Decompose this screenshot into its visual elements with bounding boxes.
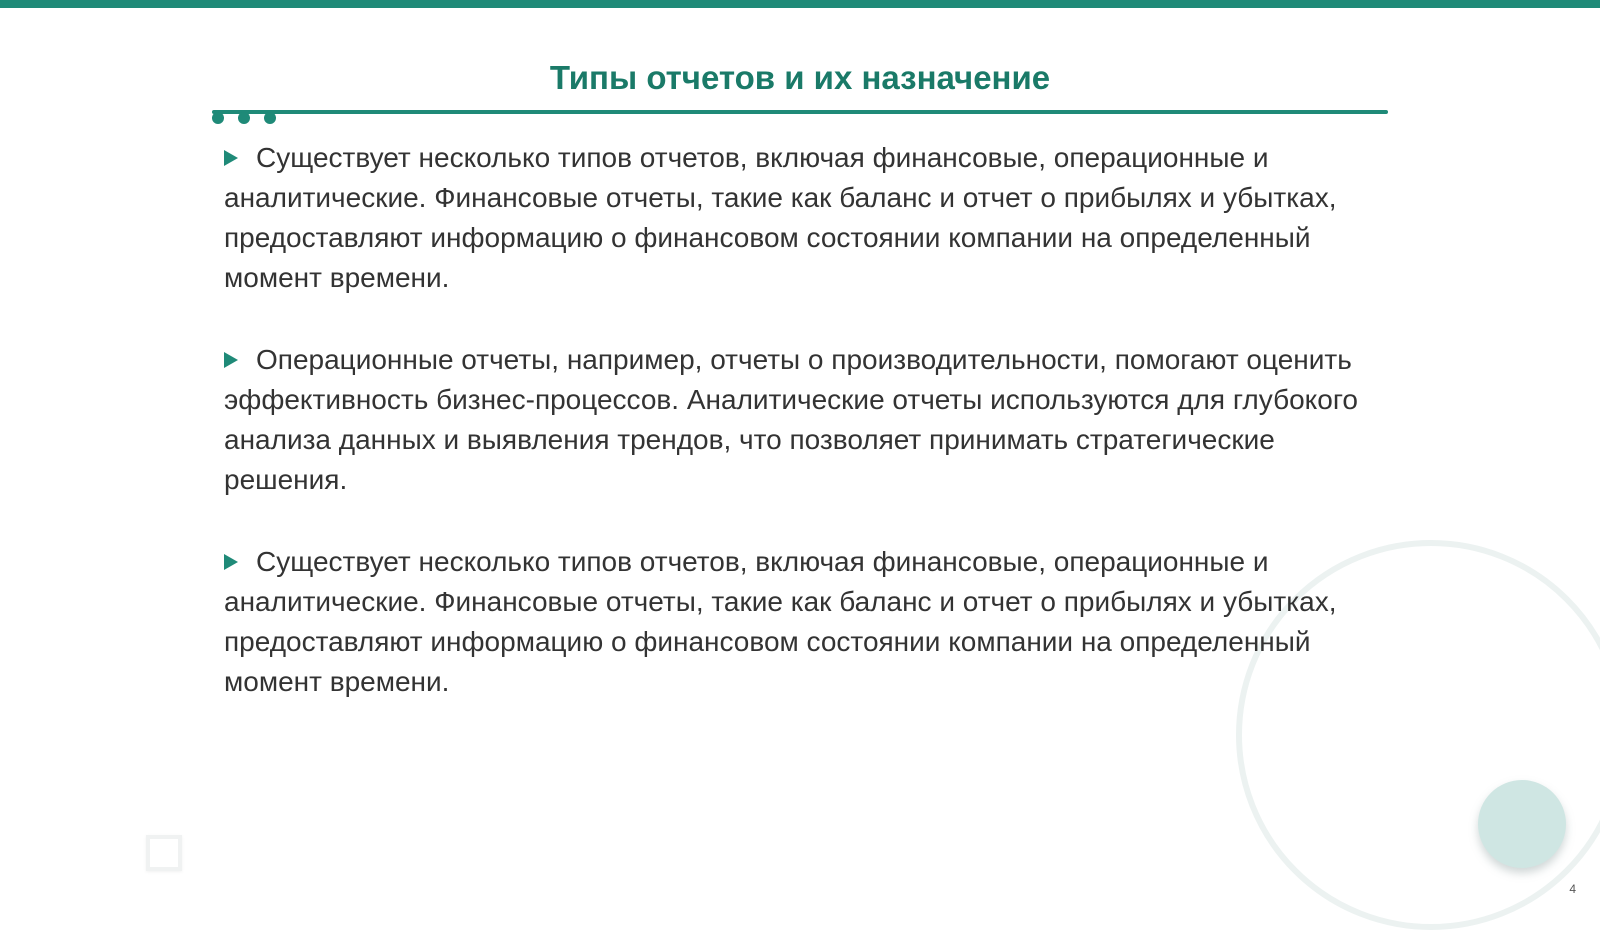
triangle-bullet-icon bbox=[224, 554, 238, 570]
bullet-text: Операционные отчеты, например, отчеты о производительности, помогают оценить эффективность бизнес-процессов. Аналитические отчеты используются для глубокого анализа данных и выявления трендов, что позволяет принимать стратегические решения. bbox=[224, 344, 1358, 495]
rule-dot bbox=[238, 112, 250, 124]
decorative-square bbox=[146, 835, 182, 871]
bullet-text: Существует несколько типов отчетов, включая финансовые, операционные и аналитические. Финансовые отчеты, такие как баланс и отчет о прибылях и убытках, предоставляют информацию о финансовом состоянии компании на определенный момент времени. bbox=[224, 142, 1337, 293]
triangle-bullet-icon bbox=[224, 352, 238, 368]
decorative-circle bbox=[1478, 780, 1566, 868]
bullet-list bbox=[224, 138, 1384, 744]
slide-title: Типы отчетов и их назначение bbox=[549, 59, 1051, 96]
bullet-item bbox=[224, 138, 1384, 298]
bullet-item bbox=[224, 542, 1384, 702]
rule-dot bbox=[212, 112, 224, 124]
bullet-item bbox=[224, 340, 1384, 500]
title-underline bbox=[212, 110, 1388, 114]
rule-dot bbox=[264, 112, 276, 124]
triangle-bullet-icon bbox=[224, 150, 238, 166]
top-accent-bar bbox=[0, 0, 1600, 8]
page-number: 4 bbox=[1569, 882, 1576, 896]
bullet-text: Существует несколько типов отчетов, включая финансовые, операционные и аналитические. Финансовые отчеты, такие как баланс и отчет о прибылях и убытках, предоставляют информацию о финансовом состоянии компании на определенный момент времени. bbox=[224, 546, 1337, 697]
